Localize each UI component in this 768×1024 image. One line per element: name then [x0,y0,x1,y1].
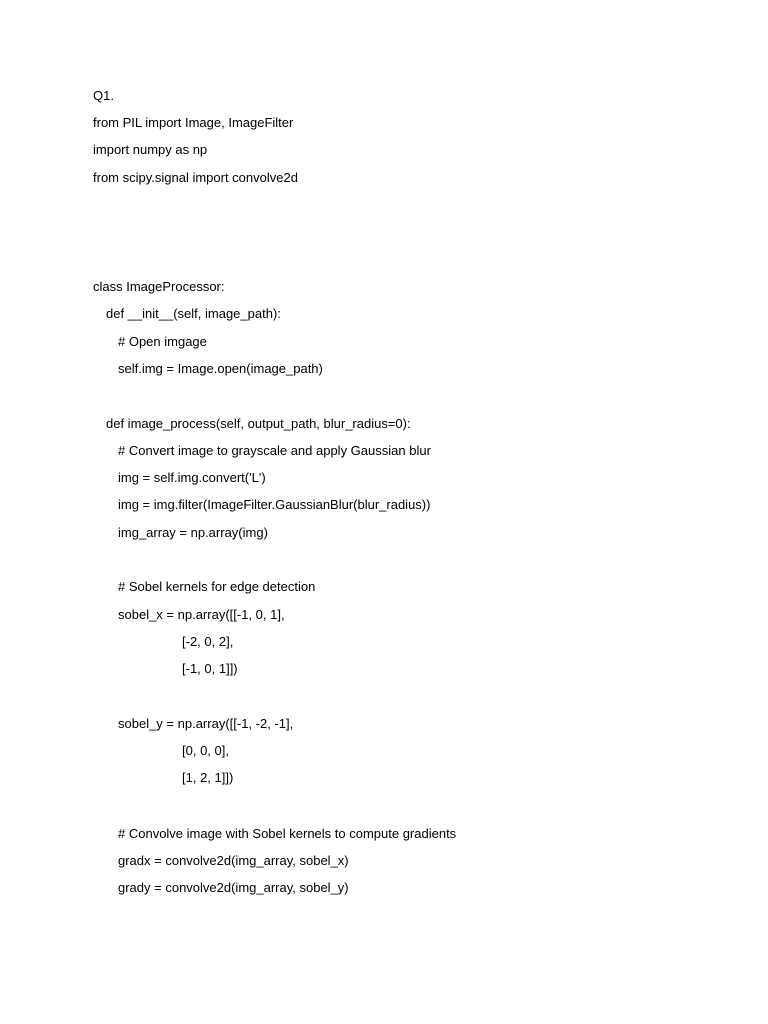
code-comment-grayscale-blur: # Convert image to grayscale and apply Gaussian blur [118,443,431,458]
code-line-sobel-x-row2: [-2, 0, 2], [182,634,234,649]
code-comment-open-image: # Open imgage [118,334,207,349]
code-line-import-pil: from PIL import Image, ImageFilter [93,115,294,130]
code-comment-convolve: # Convolve image with Sobel kernels to compute gradients [118,826,457,841]
question-label: Q1. [93,88,114,103]
code-line-gradx: gradx = convolve2d(img_array, sobel_x) [118,853,349,868]
code-comment-sobel: # Sobel kernels for edge detection [118,579,316,594]
code-line-image-open: self.img = Image.open(image_path) [118,361,323,376]
code-line-convert: img = self.img.convert('L') [118,470,266,485]
code-line-sobel-x-row1: sobel_x = np.array([[-1, 0, 1], [118,607,285,622]
code-line-filter: img = img.filter(ImageFilter.GaussianBlur(blur_radius)) [118,497,431,512]
code-line-sobel-y-row2: [0, 0, 0], [182,743,229,758]
code-line-img-array: img_array = np.array(img) [118,525,268,540]
code-line-sobel-x-row3: [-1, 0, 1]]) [182,661,238,676]
code-line-import-scipy: from scipy.signal import convolve2d [93,170,298,185]
code-line-import-numpy: import numpy as np [93,142,208,157]
code-line-class-def: class ImageProcessor: [93,279,225,294]
code-line-init-def: def __init__(self, image_path): [106,306,281,321]
code-line-image-process-def: def image_process(self, output_path, blur_radius=0): [106,416,411,431]
code-line-sobel-y-row1: sobel_y = np.array([[-1, -2, -1], [118,716,294,731]
code-line-sobel-y-row3: [1, 2, 1]]) [182,770,234,785]
code-line-grady: grady = convolve2d(img_array, sobel_y) [118,880,349,895]
